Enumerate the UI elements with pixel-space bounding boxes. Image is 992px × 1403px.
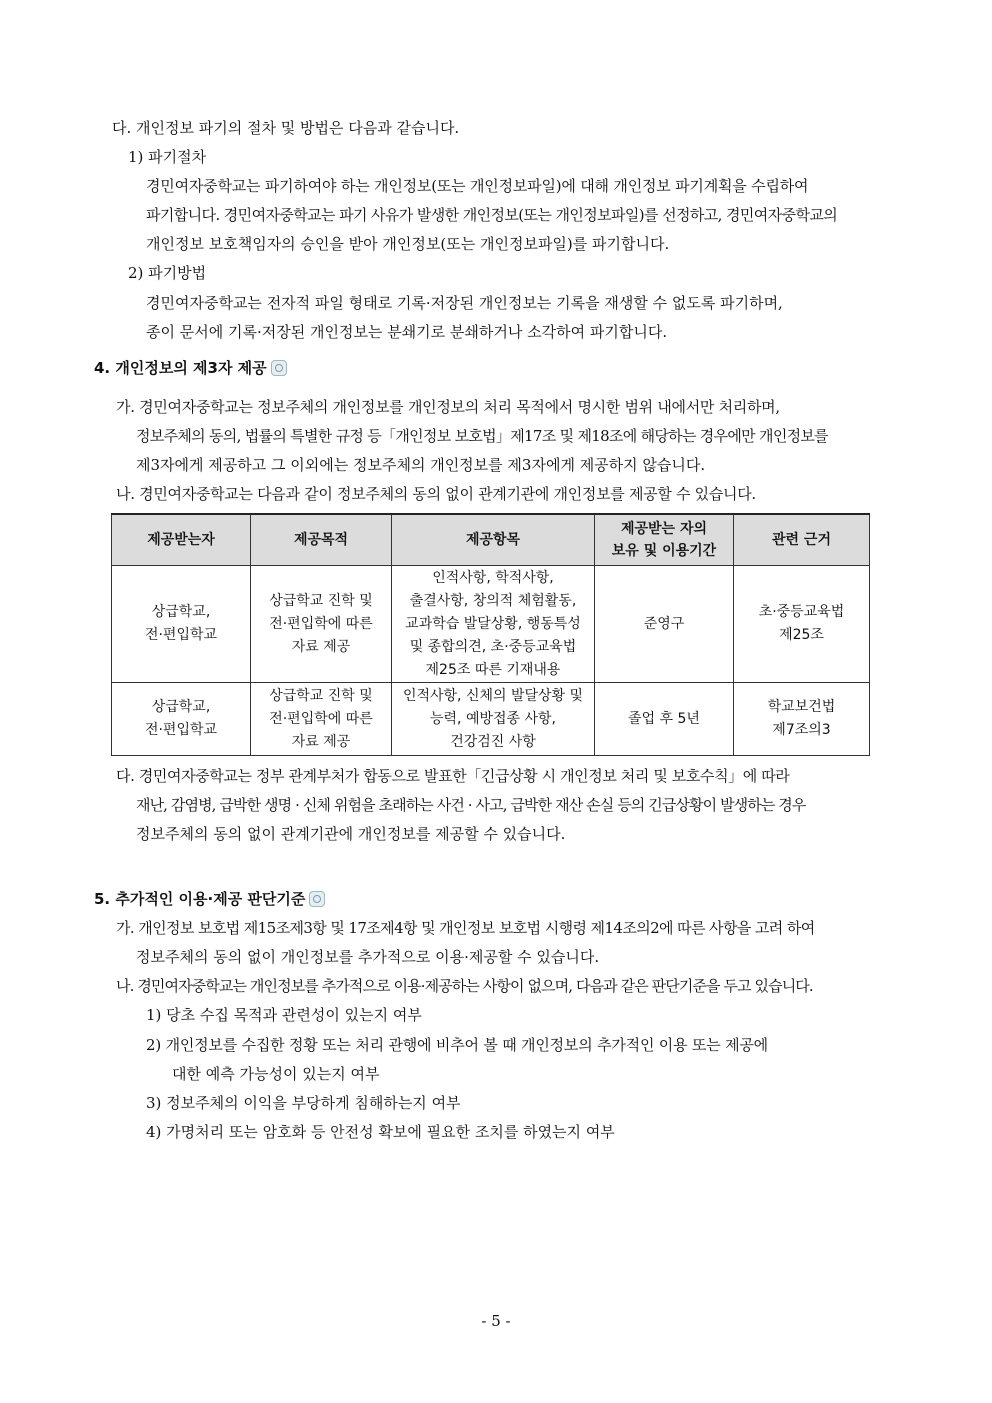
header-period — [595, 514, 734, 566]
cell-text: 상급학교, — [151, 699, 211, 715]
header-period-line: 제공받는 자의 — [620, 521, 708, 537]
section4-item-c: 정보주체의 동의 없이 관계기관에 개인정보를 제공할 수 있습니다. — [136, 825, 566, 843]
procedure-line: 파기합니다. 경민여자중학교는 파기 사유가 발생한 개인정보(또는 개인정보파일)를 선정하고, 경민여자중학교의 — [146, 206, 838, 224]
procedure-heading: 1) 파기절차 — [128, 148, 207, 166]
items-cell — [392, 683, 595, 756]
header-period-line: 보유 및 이용기간 — [611, 543, 717, 559]
cell-text: 및 종합의견, 초·중등교육법 — [409, 638, 577, 655]
section5-item-a: 정보주체의 동의 없이 개인정보를 추가적으로 이용·제공할 수 있습니다. — [136, 948, 600, 966]
header-basis: 관련 근거 — [734, 514, 870, 566]
criteria-item: 3) 정보주체의 이익을 부당하게 침해하는지 여부 — [146, 1094, 461, 1112]
people-icon — [271, 360, 287, 376]
section4-title: 4. 개인정보의 제3자 제공 — [94, 359, 267, 377]
section4-item-b: 나. 경민여자중학교는 다음과 같이 정보주체의 동의 없이 관계기관에 개인정보를 제공할 수 있습니다. — [116, 485, 756, 503]
period-cell: 졸업 후 5년 — [595, 683, 734, 756]
table-row — [112, 683, 870, 756]
procedure-line: 경민여자중학교는 파기하여야 하는 개인정보(또는 개인정보파일)에 대해 개인정보 파기계획을 수립하여 — [146, 177, 809, 195]
cell-text: 상급학교, — [151, 604, 211, 620]
page-number: - 5 - — [481, 1312, 511, 1330]
destroy-section-title: 다. 개인정보 파기의 절차 및 방법은 다음과 같습니다. — [112, 119, 460, 137]
third-party-provision-table — [111, 513, 870, 756]
section4-item-a: 제3자에게 제공하고 그 이외에는 정보주체의 개인정보를 제3자에게 제공하지 않습니다. — [136, 456, 706, 474]
basis-cell — [734, 683, 870, 756]
cell-text: 초·중등교육법 — [758, 604, 845, 620]
criteria-item: 4) 가명처리 또는 암호화 등 안전성 확보에 필요한 조치를 하였는지 여부 — [146, 1123, 615, 1141]
cell-text: 자료 제공 — [291, 638, 351, 655]
cell-text: 제25조 — [779, 627, 824, 643]
cell-text: 출결사항, 창의적 체험활동, — [409, 592, 577, 609]
method-line: 경민여자중학교는 전자적 파일 형태로 기록·저장된 개인정보는 기록을 재생할 수 없도록 파기하며, — [146, 294, 783, 312]
cell-text: 전·편입학교 — [144, 722, 218, 738]
criteria-item: 1) 당초 수집 목적과 관련성이 있는지 여부 — [146, 1006, 422, 1024]
cell-text: 제25조 따른 기재내용 — [425, 661, 561, 678]
section4-item-c: 다. 경민여자중학교는 정부 관계부처가 합동으로 발표한「긴급상황 시 개인정보 처리 및 보호수칙」에 따라 — [116, 767, 790, 785]
cell-text: 전·편입학에 따른 — [269, 615, 373, 632]
method-line: 종이 문서에 기록·저장된 개인정보는 분쇄기로 분쇄하거나 소각하여 파기합니다. — [146, 323, 668, 341]
cell-text: 자료 제공 — [291, 733, 351, 750]
section5-item-b: 나. 경민여자중학교는 개인정보를 추가적으로 이용·제공하는 사항이 없으며, 다음과 같은 판단기준을 두고 있습니다. — [116, 977, 813, 995]
cell-text: 상급학교 진학 및 — [269, 687, 373, 704]
basis-cell — [734, 566, 870, 683]
header-recipient: 제공받는자 — [112, 514, 251, 566]
section5-item-a: 가. 개인정보 보호법 제15조제3항 및 17조제4항 및 개인정보 보호법 시행령 제14조의2에 따른 사항을 고려 하여 — [116, 919, 815, 937]
cell-text: 전·편입학에 따른 — [269, 710, 373, 727]
items-cell — [392, 566, 595, 683]
header-purpose: 제공목적 — [251, 514, 392, 566]
header-items: 제공항목 — [392, 514, 595, 566]
table-row — [112, 566, 870, 683]
section5-title: 5. 추가적인 이용·제공 판단기준 — [94, 890, 306, 908]
section5-heading — [94, 889, 325, 909]
cell-text: 능력, 예방접종 사항, — [430, 710, 556, 727]
cell-text: 제7조의3 — [772, 722, 831, 738]
cell-text: 건강검진 사항 — [450, 733, 536, 750]
recipient-cell — [112, 566, 251, 683]
cell-text: 전·편입학교 — [144, 627, 218, 643]
document-icon — [309, 891, 325, 907]
section4-item-a: 가. 경민여자중학교는 정보주체의 개인정보를 개인정보의 처리 목적에서 명시한 범위 내에서만 처리하며, — [116, 398, 780, 416]
table-header-row — [112, 514, 870, 566]
cell-text: 교과학습 발달상황, 행동특성 — [405, 615, 581, 632]
cell-text: 인적사항, 신체의 발달상황 및 — [402, 687, 584, 704]
section4-item-c: 재난, 감염병, 급박한 생명 · 신체 위험을 초래하는 사건 · 사고, 급박한 재산 손실 등의 긴급상황이 발생하는 경우 — [136, 796, 806, 814]
purpose-cell — [251, 566, 392, 683]
cell-text: 학교보건법 — [767, 699, 836, 715]
criteria-item: 대한 예측 가능성이 있는지 여부 — [172, 1065, 380, 1083]
cell-text: 인적사항, 학적사항, — [432, 569, 554, 586]
cell-text: 상급학교 진학 및 — [269, 592, 373, 609]
purpose-cell — [251, 683, 392, 756]
method-heading: 2) 파기방법 — [128, 264, 207, 282]
recipient-cell — [112, 683, 251, 756]
criteria-item: 2) 개인정보를 수집한 정황 또는 처리 관행에 비추어 볼 때 개인정보의 추가적인 이용 또는 제공에 — [146, 1036, 768, 1054]
procedure-line: 개인정보 보호책임자의 승인을 받아 개인정보(또는 개인정보파일)를 파기합니다. — [146, 235, 670, 253]
section4-heading — [94, 358, 287, 378]
section4-item-a: 정보주체의 동의, 법률의 특별한 규정 등「개인정보 보호법」제17조 및 제18조에 해당하는 경우에만 개인정보를 — [136, 427, 828, 445]
period-cell: 준영구 — [595, 566, 734, 683]
